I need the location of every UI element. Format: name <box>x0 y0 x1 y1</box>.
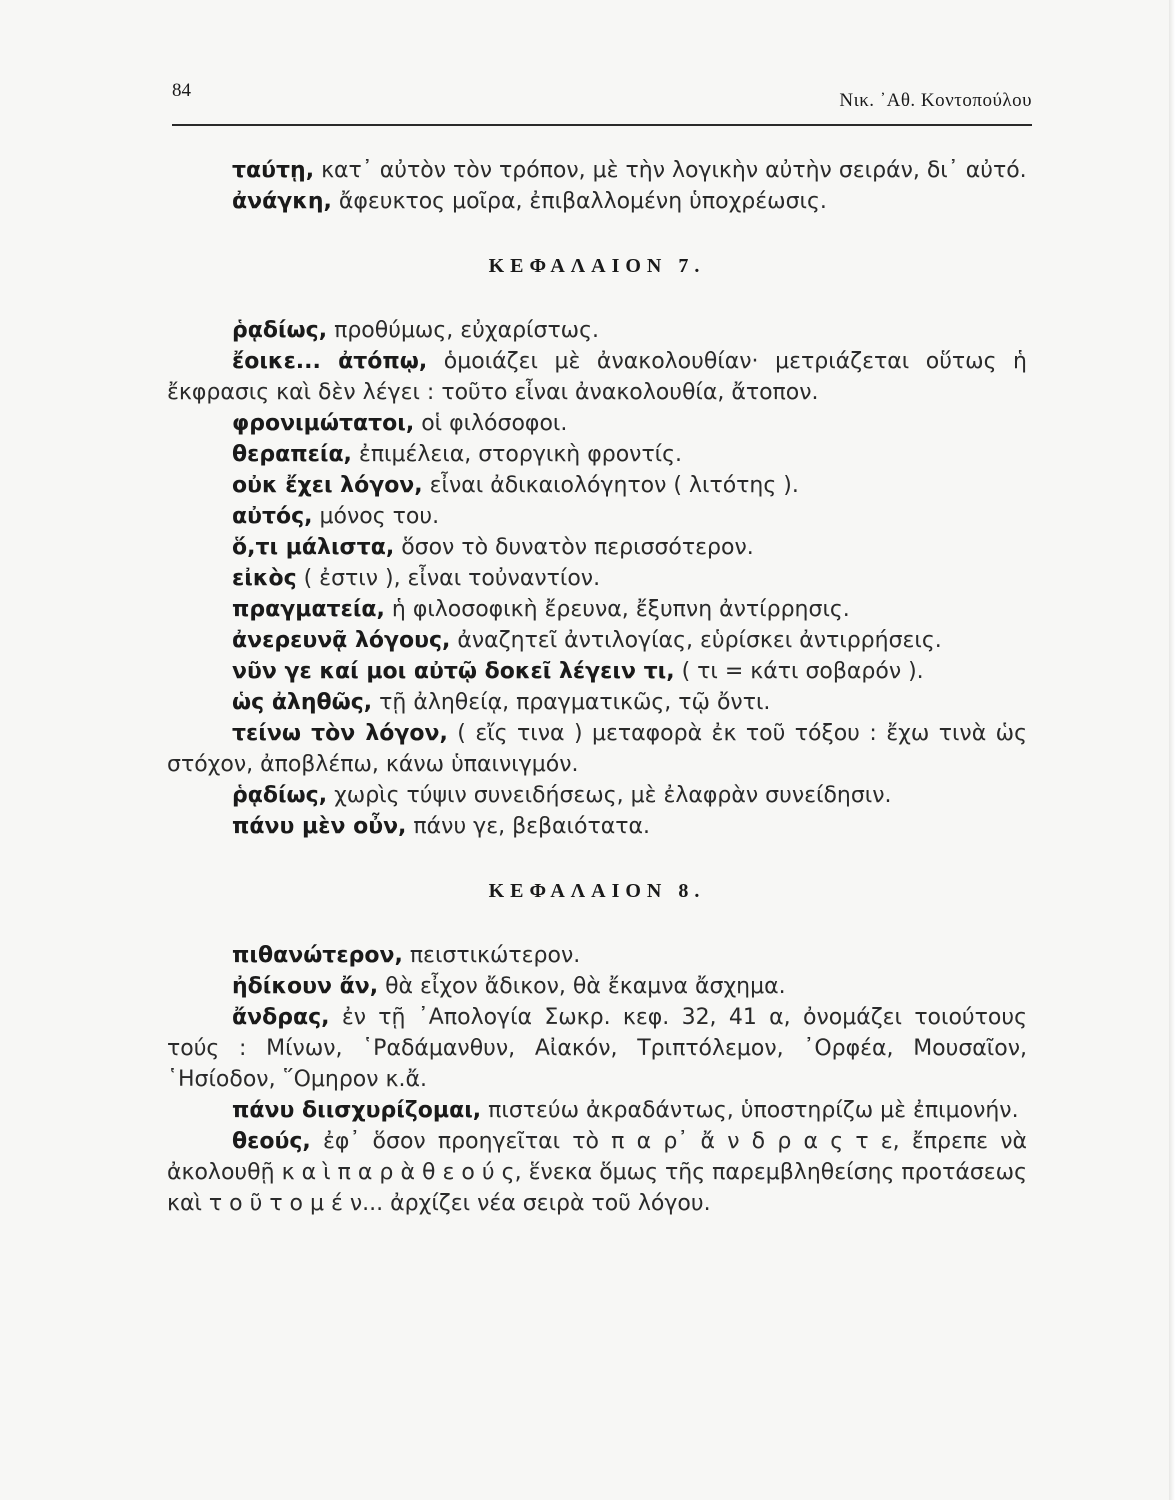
entry-term: ὅ,τι μάλιστα, <box>232 535 395 560</box>
entry-definition: ὁμοιάζει μὲ ἀνακολουθίαν· μετριάζεται οὕτως ἡ ἔκφρασις καὶ δὲν λέγει : τοῦτο εἶναι ἀνακολουθία, ἄτοπον. <box>167 349 1027 405</box>
entry-definition: προθύμως, εὐχαρίστως. <box>334 318 600 343</box>
entry-term: πραγματεία, <box>232 597 385 622</box>
entry-term: πάνυ μὲν οὖν, <box>232 814 407 839</box>
running-head: Νικ. ᾿Αθ. Κοντοπούλου <box>839 90 1032 111</box>
chapter-8-heading: ΚΕΦΑΛΑΙΟΝ 8. <box>488 880 706 902</box>
entry-term: θεραπεία, <box>232 442 352 467</box>
page-header <box>172 80 1032 120</box>
entry-definition: ἄφευκτος μοῖρα, ἐπιβαλλομένη ὑποχρέωσις. <box>338 189 827 214</box>
glossary-entry <box>167 1126 1027 1219</box>
entry-term: ἔοικε... ἀτόπῳ, <box>232 349 428 374</box>
page-body <box>167 155 1027 1219</box>
entry-definition: πειστικώτερον. <box>409 943 581 968</box>
entry-definition: μόνος του. <box>319 504 440 529</box>
entry-definition: πιστεύω ἀκραδάντως, ὑποστηρίζω μὲ ἐπιμονήν. <box>488 1098 1019 1123</box>
entry-term: ἠδίκουν ἄν, <box>232 974 379 999</box>
entry-definition: ( εἴς τινα ) μεταφορὰ ἐκ τοῦ τόξου : ἔχω τινὰ ὡς στόχον, ἀποβλέπω, κάνω ὑπαινιγμόν. <box>167 721 1027 777</box>
entry-definition: χωρὶς τύψιν συνειδήσεως, μὲ ἐλαφρὰν συνείδησιν. <box>334 783 892 808</box>
entry-term: ῥᾳδίως, <box>232 318 328 343</box>
entry-definition: ἐν τῇ ᾿Απολογία Σωκρ. κεφ. 32, 41 α, ὀνομάζει τοιούτους τούς : Μίνων, ῾Ραδάμανθυν, Αἰακόν, Τριπτόλεμον, ᾿Ορφέα, Μουσαῖον, ῾Ησίοδον, ῞Ομηρον κ.ἄ. <box>167 1005 1028 1092</box>
entry-term: ὡς ἀληθῶς, <box>232 690 373 715</box>
entry-definition: θὰ εἶχον ἄδικον, θὰ ἔκαμνα ἄσχημα. <box>385 974 786 999</box>
page-edge-shadow <box>1169 0 1175 1500</box>
entry-term: εἰκὸς <box>232 566 297 591</box>
header-rule <box>172 124 1032 126</box>
glossary-entry <box>167 971 1027 1002</box>
entry-term: οὐκ ἔχει λόγον, <box>232 473 423 498</box>
glossary-entry <box>167 780 1027 811</box>
glossary-entry <box>167 1002 1027 1095</box>
glossary-entry <box>167 940 1027 971</box>
entry-definition: τῇ ἀληθείᾳ, πραγματικῶς, τῷ ὄντι. <box>379 690 771 715</box>
entry-term: πιθανώτερον, <box>232 943 403 968</box>
entry-term: ῥᾳδίως, <box>232 783 328 808</box>
entry-term: αὐτός, <box>232 504 313 529</box>
entry-definition: εἶναι ἀδικαιολόγητον ( λιτότης ). <box>429 473 799 498</box>
entry-definition: ἐπιμέλεια, στοργικὴ φροντίς. <box>358 442 683 467</box>
entry-definition: ( τι = κάτι σοβαρόν ). <box>681 659 924 684</box>
entry-term: τείνω τὸν λόγον, <box>232 721 448 746</box>
entry-term: νῦν γε καί μοι αὐτῷ δοκεῖ λέγειν τι, <box>232 659 675 684</box>
glossary-entry <box>167 470 1027 501</box>
glossary-entry <box>167 315 1027 346</box>
entry-definition: ἐφ᾿ ὅσον προηγεῖται τὸ π α ρ᾿ ἄ ν δ ρ α ς τ ε, ἔπρεπε νὰ ἀκολουθῇ κ α ὶ π α ρ ὰ θ ε ο ύ ς, ἕνεκα ὅμως τῆς παρεμβληθείσης προτάσεως καὶ τ ο ῦ τ ο μ έ ν... ἀρχίζει νέα σειρὰ τοῦ λόγου. <box>167 1129 1027 1216</box>
glossary-entry <box>167 563 1027 594</box>
glossary-entry <box>167 811 1027 842</box>
entry-definition: ( ἐστιν ), εἶναι τοὐναντίον. <box>303 566 601 591</box>
entry-definition: οἱ φιλόσοφοι. <box>421 411 568 436</box>
glossary-entry <box>167 687 1027 718</box>
entry-definition: πάνυ γε, βεβαιότατα. <box>413 814 650 839</box>
entry-term: πάνυ διισχυρίζομαι, <box>232 1098 482 1123</box>
glossary-entry <box>167 594 1027 625</box>
glossary-entry <box>167 439 1027 470</box>
glossary-entry <box>167 656 1027 687</box>
page-number: 84 <box>172 80 191 101</box>
glossary-entry <box>167 1095 1027 1126</box>
entry-term: ἄνδρας, <box>232 1005 330 1030</box>
chapter-7-heading: ΚΕΦΑΛΑΙΟΝ 7. <box>488 255 706 277</box>
entry-definition: ἡ φιλοσοφικὴ ἔρευνα, ἔξυπνη ἀντίρρησις. <box>391 597 850 622</box>
entry-term: ἀνάγκη, <box>232 189 332 214</box>
glossary-entry <box>167 408 1027 439</box>
glossary-entry <box>167 501 1027 532</box>
glossary-entry <box>167 625 1027 656</box>
glossary-entry <box>167 155 1027 186</box>
glossary-entry <box>167 718 1027 780</box>
entry-definition: κατ᾿ αὐτὸν τὸν τρόπον, μὲ τὴν λογικὴν αὐτὴν σειράν, δι᾿ αὐτό. <box>321 158 1027 183</box>
entry-definition: ἀναζητεῖ ἀντιλογίας, εὑρίσκει ἀντιρρήσεις. <box>457 628 942 653</box>
entry-term: ταύτῃ, <box>232 158 315 183</box>
entry-term: φρονιμώτατοι, <box>232 411 415 436</box>
glossary-entry <box>167 186 1027 217</box>
entry-term: θεούς, <box>232 1129 311 1154</box>
entry-term: ἀνερευνᾷ λόγους, <box>232 628 451 653</box>
glossary-entry <box>167 532 1027 563</box>
entry-definition: ὅσον τὸ δυνατὸν περισσότερον. <box>401 535 754 560</box>
glossary-entry <box>167 346 1027 408</box>
